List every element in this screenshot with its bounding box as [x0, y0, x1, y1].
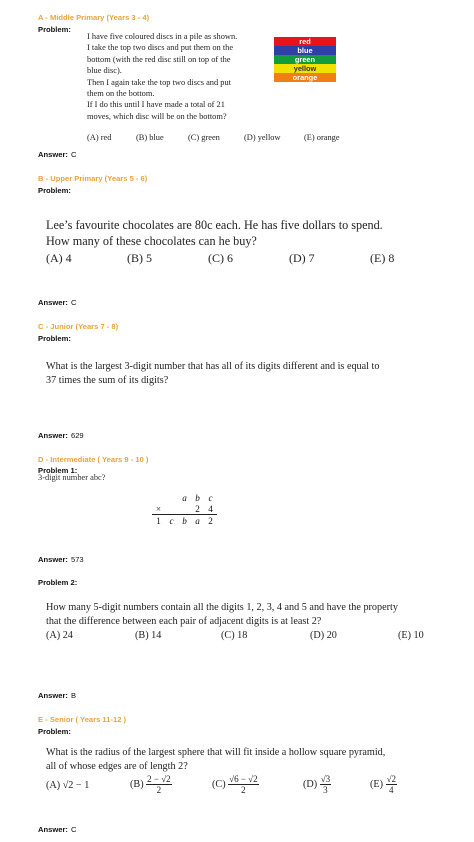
section-a-answer — [38, 150, 76, 159]
option-e: (E) 10 — [398, 630, 424, 641]
option-prefix: (E) — [370, 778, 384, 790]
answer-label: Answer: — [38, 825, 68, 834]
mult-digit: b — [182, 515, 187, 526]
answer-value: 629 — [70, 431, 84, 440]
question-line: What is the radius of the largest sphere that will fit inside a hollow square pyramid, — [46, 747, 386, 758]
section-c-heading: C - Junior (Years 7 - 8) — [38, 322, 119, 331]
disc-blue: blue — [274, 46, 336, 55]
option-expression: √2 − 1 — [62, 780, 90, 791]
section-b-problem-label: Problem: — [38, 186, 71, 195]
option-c: (C) green — [188, 133, 220, 142]
section-e-heading: E - Senior ( Years 11-12 ) — [38, 715, 127, 724]
disc-yellow: yellow — [274, 64, 336, 73]
option-d: (D) 20 — [310, 630, 337, 641]
answer-label: Answer: — [38, 431, 68, 440]
section-b-question — [46, 217, 446, 249]
section-a-question — [87, 31, 262, 122]
section-c-answer — [38, 431, 84, 440]
answer-value: B — [70, 691, 77, 700]
option-e — [370, 774, 397, 795]
question-line: that the difference between each pair of adjacent digits is at least 2? — [46, 615, 322, 627]
option-c: (C) 6 — [208, 251, 233, 265]
question-line: Then I again take the top two discs and put — [87, 77, 231, 87]
section-e-question — [46, 746, 466, 773]
section-d-problem1-text: 3-digit number abc? — [38, 473, 106, 482]
fraction-denominator: 3 — [323, 785, 328, 795]
fraction-denominator: 2 — [156, 785, 162, 795]
section-b-answer — [38, 298, 76, 307]
question-line: I take the top two discs and put them on the — [87, 43, 234, 53]
question-line: all of whose edges are of length 2? — [46, 760, 188, 772]
mult-digit: 4 — [208, 503, 213, 514]
option-fraction — [228, 774, 258, 795]
question-line: I have five coloured discs in a pile as shown. — [87, 32, 238, 41]
option-e: (E) orange — [304, 133, 340, 142]
option-fraction — [386, 774, 397, 795]
mult-digit: a — [195, 515, 200, 526]
answer-value: C — [70, 825, 77, 834]
option-a: (A) red — [87, 133, 112, 142]
section-b-heading: B - Upper Primary (Years 5 - 6) — [38, 174, 148, 183]
option-a: (A) 24 — [46, 630, 73, 641]
question-line: How many of these chocolates can he buy? — [46, 234, 257, 248]
fraction-numerator: √2 — [386, 774, 397, 784]
section-d-problem2-label: Problem 2: — [38, 578, 78, 587]
section-e-answer — [38, 825, 76, 834]
disc-red: red — [274, 37, 336, 46]
option-d: (D) 7 — [289, 251, 315, 265]
section-d-problem1-label: Problem 1: — [38, 466, 78, 475]
answer-label: Answer: — [38, 691, 68, 700]
question-line: Lee’s favourite chocolates are 80c each. He has five dollars to spend. — [46, 218, 383, 232]
section-c-question — [46, 360, 456, 387]
option-b: (B) 14 — [135, 630, 162, 641]
option-prefix: (D) — [303, 778, 318, 790]
option-d — [303, 774, 331, 795]
disc-green: green — [274, 55, 336, 64]
section-a-heading: A - Middle Primary (Years 3 - 4) — [38, 13, 150, 22]
option-fraction — [146, 774, 172, 795]
mult-digit: a — [182, 492, 187, 503]
section-d-answer-1 — [38, 555, 84, 564]
option-prefix: (A) — [46, 780, 61, 791]
section-c-problem-label: Problem: — [38, 334, 71, 343]
answer-value: C — [70, 298, 77, 307]
question-line: bottom (with the red disc still on top of the — [87, 54, 231, 64]
section-e-problem-label: Problem: — [38, 727, 71, 736]
option-b — [130, 774, 172, 795]
disc-pile — [274, 37, 336, 83]
section-a-problem-label: Problem: — [38, 25, 71, 34]
answer-value: C — [70, 150, 77, 159]
answer-value: 573 — [70, 555, 84, 564]
option-c — [212, 774, 259, 795]
question-line: moves, which disc will be on the bottom? — [87, 111, 227, 121]
section-d-answer-2 — [38, 691, 76, 700]
multiplication — [152, 492, 217, 526]
mult-digit: b — [195, 492, 200, 503]
mult-digit: 1 — [156, 515, 161, 526]
section-d-heading: D - Intermediate ( Years 9 - 10 ) — [38, 455, 149, 464]
fraction-numerator: 2 − √2 — [147, 774, 171, 784]
option-a — [46, 780, 89, 791]
answer-label: Answer: — [38, 150, 68, 159]
mult-digit: c — [169, 515, 174, 526]
option-d: (D) yellow — [244, 133, 281, 142]
question-line: If I do this until I have made a total of 21 — [87, 100, 225, 110]
fraction-numerator: √3 — [320, 774, 331, 784]
disc-orange: orange — [274, 73, 336, 82]
option-b: (B) 5 — [127, 251, 152, 265]
option-e: (E) 8 — [370, 251, 395, 265]
times-sign: × — [155, 503, 162, 514]
fraction-denominator: 2 — [241, 785, 246, 795]
section-d-problem2-question — [46, 601, 466, 628]
question-line: blue disc). — [87, 66, 122, 76]
option-fraction — [320, 774, 331, 795]
mult-digit: 2 — [195, 503, 200, 514]
option-c: (C) 18 — [221, 630, 248, 641]
question-line: 37 times the sum of its digits? — [46, 374, 169, 386]
mult-digit: 2 — [208, 515, 213, 526]
question-line: them on the bottom. — [87, 89, 155, 99]
option-b: (B) blue — [136, 133, 164, 142]
option-a: (A) 4 — [46, 251, 72, 265]
fraction-numerator: √6 − √2 — [229, 774, 258, 784]
option-prefix: (B) — [130, 778, 144, 790]
mult-digit: c — [208, 492, 213, 503]
question-line: How many 5-digit numbers contain all the digits 1, 2, 3, 4 and 5 and have the property — [46, 602, 398, 613]
answer-label: Answer: — [38, 298, 68, 307]
answer-label: Answer: — [38, 555, 68, 564]
question-line: What is the largest 3-digit number that has all of its digits different and is equal to — [46, 361, 380, 372]
fraction-denominator: 4 — [389, 785, 394, 795]
option-prefix: (C) — [212, 778, 226, 790]
